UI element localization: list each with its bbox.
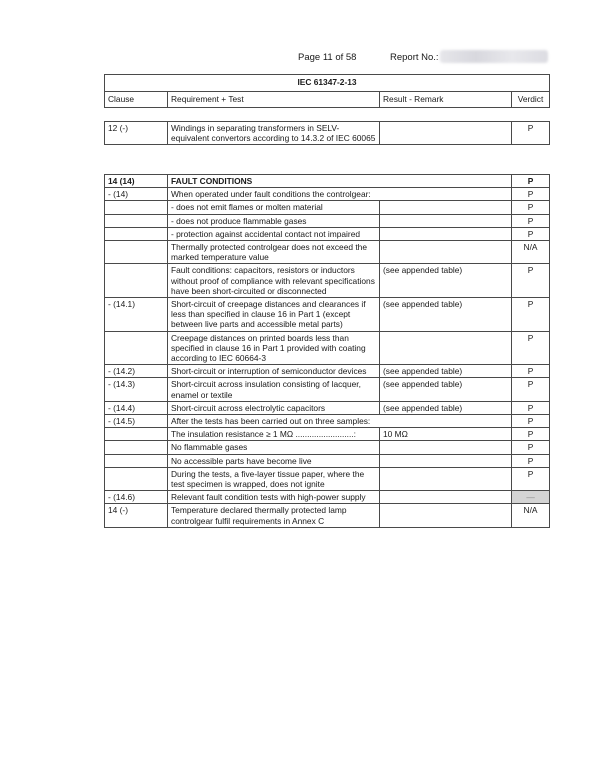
requirement-cell: Short-circuit across electrolytic capacitors bbox=[168, 401, 380, 414]
verdict-cell: P bbox=[512, 298, 550, 332]
requirement-cell: After the tests has been carried out on three samples: bbox=[168, 415, 512, 428]
verdict-cell: P bbox=[512, 188, 550, 201]
table-row bbox=[105, 365, 550, 378]
clause-cell bbox=[105, 467, 168, 490]
clause-cell: - (14.5) bbox=[105, 415, 168, 428]
table-row bbox=[105, 122, 550, 145]
clause-cell: 14 (-) bbox=[105, 504, 168, 527]
section-title: FAULT CONDITIONS bbox=[168, 175, 512, 188]
report-number-label: Report No.: bbox=[390, 52, 439, 63]
result-cell bbox=[380, 504, 512, 527]
verdict-cell: P bbox=[512, 122, 550, 145]
clause-cell bbox=[105, 264, 168, 298]
table-row bbox=[105, 415, 550, 428]
table-row bbox=[105, 401, 550, 414]
verdict-cell: P bbox=[512, 331, 550, 365]
requirement-cell: Thermally protected controlgear does not exceed the marked temperature value bbox=[168, 241, 380, 264]
standard-header-table bbox=[104, 74, 550, 108]
clause-cell: - (14.1) bbox=[105, 298, 168, 332]
result-cell bbox=[380, 227, 512, 240]
result-cell bbox=[380, 331, 512, 365]
requirement-cell: - does not produce flammable gases bbox=[168, 214, 380, 227]
table-row bbox=[105, 467, 550, 490]
requirement-cell: No accessible parts have become live bbox=[168, 454, 380, 467]
requirement-cell: The insulation resistance ≥ 1 MΩ .........................: bbox=[168, 428, 380, 441]
result-cell: (see appended table) bbox=[380, 401, 512, 414]
clause-cell bbox=[105, 331, 168, 365]
verdict-cell: P bbox=[512, 378, 550, 401]
requirement-cell: - does not emit flames or molten material bbox=[168, 201, 380, 214]
table-row bbox=[105, 201, 550, 214]
verdict-cell: P bbox=[512, 401, 550, 414]
table-row bbox=[105, 214, 550, 227]
verdict-cell: — bbox=[512, 491, 550, 504]
clause-cell bbox=[105, 428, 168, 441]
table-row bbox=[105, 504, 550, 527]
table-row bbox=[105, 331, 550, 365]
requirement-cell: - protection against accidental contact not impaired bbox=[168, 227, 380, 240]
verdict-cell: P bbox=[512, 214, 550, 227]
clause-12-table bbox=[104, 121, 550, 145]
result-cell bbox=[380, 241, 512, 264]
result-cell bbox=[380, 454, 512, 467]
result-cell: (see appended table) bbox=[380, 378, 512, 401]
table-row bbox=[105, 227, 550, 240]
result-cell bbox=[380, 441, 512, 454]
clause-cell bbox=[105, 241, 168, 264]
table-row bbox=[105, 441, 550, 454]
clause-cell: 12 (-) bbox=[105, 122, 168, 145]
verdict-cell: N/A bbox=[512, 504, 550, 527]
clause-cell bbox=[105, 441, 168, 454]
clause-cell bbox=[105, 201, 168, 214]
requirement-cell: When operated under fault conditions the controlgear: bbox=[168, 188, 512, 201]
col-verdict: Verdict bbox=[512, 92, 550, 108]
result-cell bbox=[380, 467, 512, 490]
requirement-cell: Short-circuit across insulation consisting of lacquer, enamel or textile bbox=[168, 378, 380, 401]
table-row bbox=[105, 454, 550, 467]
verdict-cell: P bbox=[512, 441, 550, 454]
requirement-cell: Temperature declared thermally protected lamp controlgear fulfil requirements in Annex C bbox=[168, 504, 380, 527]
section-verdict: P bbox=[512, 175, 550, 188]
clause-cell bbox=[105, 214, 168, 227]
result-cell bbox=[380, 214, 512, 227]
redacted-report-number bbox=[440, 50, 548, 63]
requirement-cell: Short-circuit or interruption of semiconductor devices bbox=[168, 365, 380, 378]
result-cell bbox=[380, 201, 512, 214]
table-row bbox=[105, 264, 550, 298]
clause-cell bbox=[105, 227, 168, 240]
requirement-cell: Relevant fault condition tests with high-power supply bbox=[168, 491, 380, 504]
result-cell: (see appended table) bbox=[380, 264, 512, 298]
clause-cell: - (14) bbox=[105, 188, 168, 201]
clause-14-table bbox=[104, 174, 550, 528]
result-cell: 10 MΩ bbox=[380, 428, 512, 441]
col-clause: Clause bbox=[105, 92, 168, 108]
requirement-cell: Fault conditions: capacitors, resistors or inductors without proof of compliance with relevant specifications have been short-circuited or disconnected bbox=[168, 264, 380, 298]
verdict-cell: P bbox=[512, 415, 550, 428]
verdict-cell: P bbox=[512, 264, 550, 298]
verdict-cell: P bbox=[512, 227, 550, 240]
requirement-cell: Short-circuit of creepage distances and clearances if less than specified in clause 16 in Part 1 (except between live parts and accessible metal parts) bbox=[168, 298, 380, 332]
table-row bbox=[105, 491, 550, 504]
table-row bbox=[105, 241, 550, 264]
result-cell: (see appended table) bbox=[380, 365, 512, 378]
page-number: Page 11 of 58 bbox=[298, 52, 357, 63]
requirement-cell: Windings in separating transformers in SELV-equivalent convertors according to 14.3.2 of IEC 60065 bbox=[168, 122, 380, 145]
requirement-cell: No flammable gases bbox=[168, 441, 380, 454]
result-cell bbox=[380, 122, 512, 145]
clause-cell: - (14.6) bbox=[105, 491, 168, 504]
requirement-cell: Creepage distances on printed boards less than specified in clause 16 in Part 1 provided with coating according to IEC 60664-3 bbox=[168, 331, 380, 365]
verdict-cell: P bbox=[512, 467, 550, 490]
clause-cell: - (14.4) bbox=[105, 401, 168, 414]
column-header-row bbox=[105, 92, 550, 108]
result-cell: (see appended table) bbox=[380, 298, 512, 332]
verdict-cell: N/A bbox=[512, 241, 550, 264]
clause-cell: - (14.3) bbox=[105, 378, 168, 401]
clause-cell bbox=[105, 454, 168, 467]
verdict-cell: P bbox=[512, 201, 550, 214]
result-cell bbox=[380, 491, 512, 504]
section-clause: 14 (14) bbox=[105, 175, 168, 188]
section-header-row bbox=[105, 175, 550, 188]
col-result: Result - Remark bbox=[380, 92, 512, 108]
verdict-cell: P bbox=[512, 365, 550, 378]
requirement-cell: During the tests, a five-layer tissue paper, where the test specimen is wrapped, does not ignite bbox=[168, 467, 380, 490]
standard-title: IEC 61347-2-13 bbox=[105, 75, 550, 92]
table-row bbox=[105, 428, 550, 441]
table-row bbox=[105, 378, 550, 401]
table-row bbox=[105, 298, 550, 332]
clause-cell: - (14.2) bbox=[105, 365, 168, 378]
verdict-cell: P bbox=[512, 428, 550, 441]
verdict-cell: P bbox=[512, 454, 550, 467]
table-row bbox=[105, 188, 550, 201]
col-requirement: Requirement + Test bbox=[168, 92, 380, 108]
